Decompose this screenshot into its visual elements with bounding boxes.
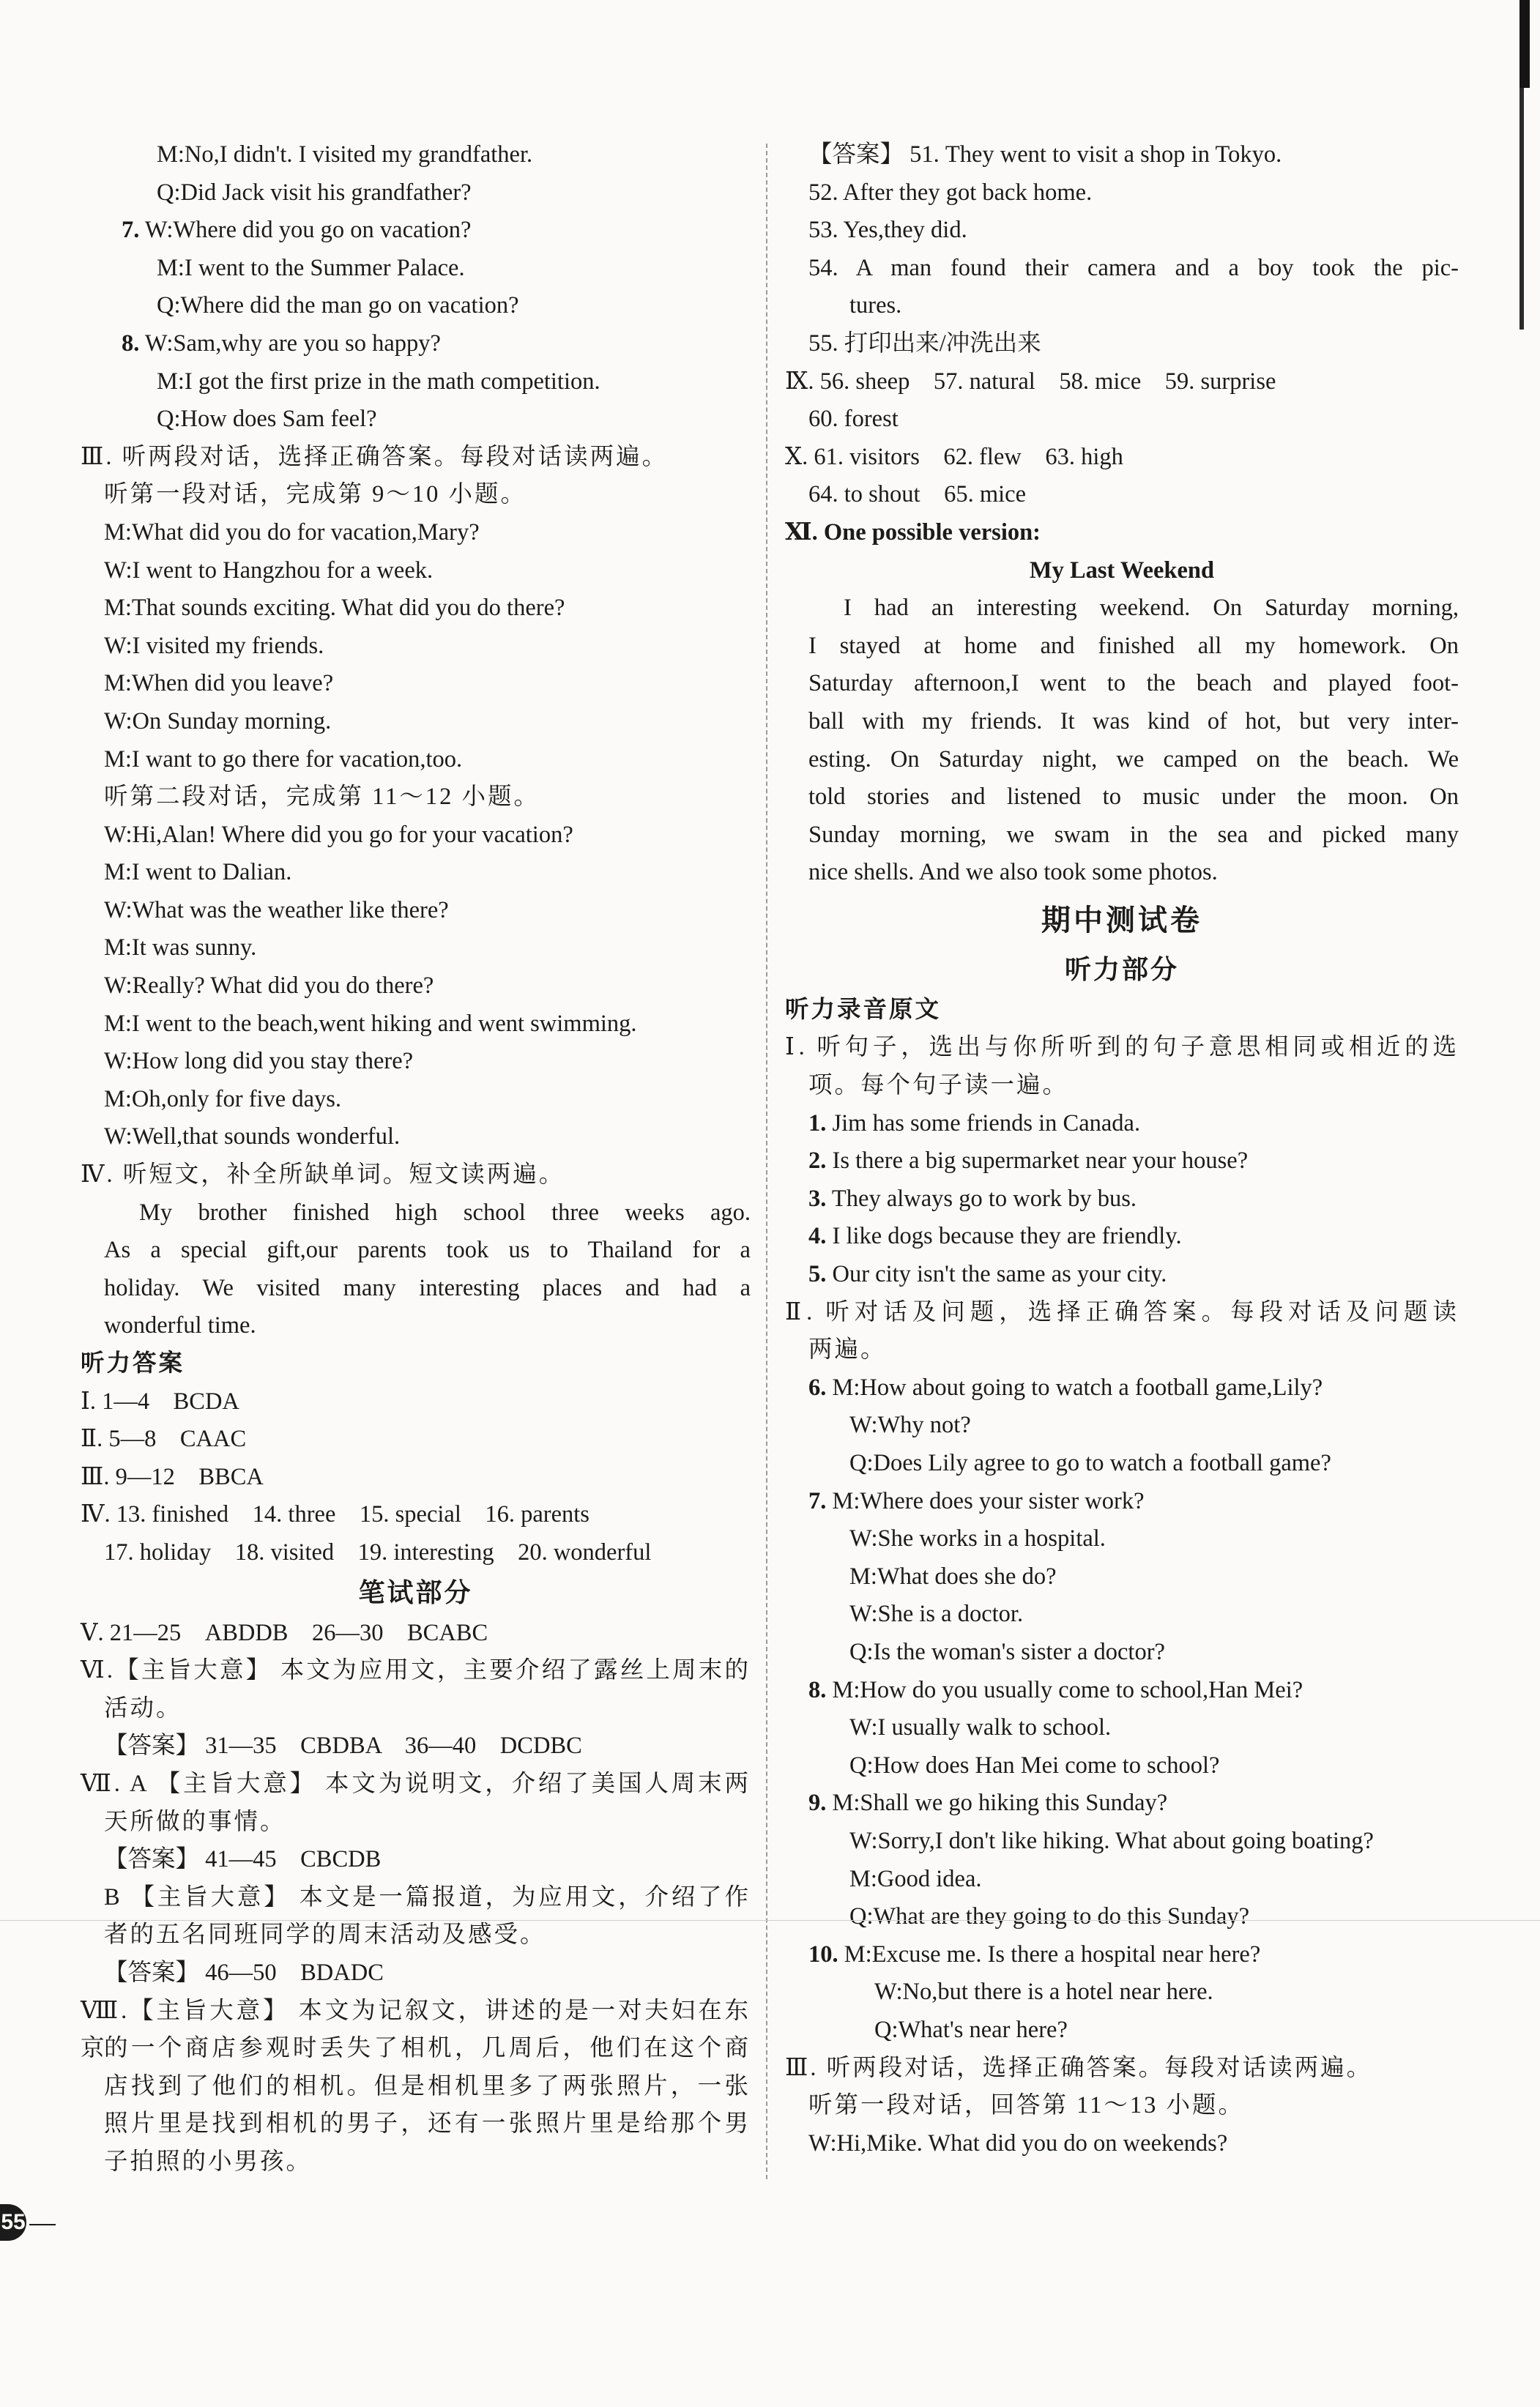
text-line: W:I went to Hangzhou for a week. (104, 557, 434, 584)
text-line: 54. A man found their camera and a boy took the pic- (808, 254, 1459, 281)
text-line: Ⅰ. 1—4 BCDA (81, 1388, 239, 1415)
text-line: 听第一段对话，完成第 9～10 小题。 (104, 481, 527, 508)
text-line: Ⅲ. 听两段对话，选择正确答案。每段对话读两遍。 (785, 2054, 1373, 2081)
text-line: Ⅸ. 56. sheep 57. natural 58. mice 59. surprise (785, 368, 1276, 395)
item-number: 10. (808, 1941, 838, 1968)
text-line (81, 212, 751, 250)
text-line: Q:Where did the man go on vacation? (157, 292, 519, 319)
text-line: 照片里是找到相机的男子，还有一张照片里是给那个男 (104, 2110, 751, 2138)
item-text: Jim has some friends in Canada. (826, 1109, 1141, 1136)
text-line (785, 1256, 1459, 1294)
text-line: W:On Sunday morning. (104, 707, 332, 734)
item-text: I like dogs because they are friendly. (826, 1223, 1182, 1250)
item-text: W:Sam,why are you so happy? (139, 330, 441, 357)
text-line: W:Well,that sounds wonderful. (104, 1123, 401, 1150)
text-line: M:I went to the beach,went hiking and went swimming. (104, 1010, 637, 1037)
text-line: W:Hi,Alan! Where did you go for your vacation? (104, 821, 573, 848)
text-line: M:I went to Dalian. (104, 859, 292, 886)
left-column (81, 136, 751, 2181)
text-line: 【答案】 41—45 CBCDB (104, 1846, 382, 1873)
text-line: W:Sorry,I don't like hiking. What about going boating? (849, 1827, 1374, 1854)
text-line: M:Oh,only for five days. (104, 1085, 342, 1112)
text-line: 听第一段对话，回答第 11～13 小题。 (808, 2092, 1245, 2119)
text-line: Ⅱ. 5—8 CAAC (81, 1426, 247, 1453)
item-number: 7. (122, 217, 140, 244)
text-line: 52. After they got back home. (808, 179, 1093, 206)
text-line (785, 1180, 1459, 1219)
text-line: esting. On Saturday night, we camped on the beach. We (808, 745, 1459, 773)
text-line: M:I got the first prize in the math competition. (157, 368, 600, 395)
text-line: Q:What are they going to do this Sunday? (849, 1903, 1250, 1930)
text-line: M:I went to the Summer Palace. (157, 254, 465, 281)
text-line: Q:What's near here? (874, 2016, 1068, 2043)
text-line: My brother finished high school three weeks ago. (139, 1199, 751, 1226)
text-line: 【答案】 31—35 CBDBA 36—40 DCDBC (104, 1733, 582, 1760)
page-number: 55 (0, 2204, 26, 2241)
text-line: Ⅵ.【主旨大意】 本文为应用文，主要介绍了露丝上周末的 (81, 1657, 751, 1684)
item-text: M:Shall we go hiking this Sunday? (826, 1790, 1168, 1817)
text-line: W:What was the weather like there? (104, 896, 449, 923)
text-line: M:What did you do for vacation,Mary? (104, 518, 480, 546)
scan-fold-line (0, 1920, 1540, 1921)
section-heading: 听力部分 (1064, 954, 1179, 985)
item-number: 8. (122, 330, 140, 357)
text-line (785, 1142, 1459, 1180)
text-line: Ⅲ. 9—12 BBCA (81, 1463, 264, 1490)
text-line: 活动。 (104, 1694, 182, 1722)
item-text: M:How about going to watch a football game,Lily? (826, 1374, 1323, 1401)
text-line: Ⅳ. 听短文，补全所缺单词。短文读两遍。 (81, 1161, 565, 1188)
text-line: As a special gift,our parents took us to Thailand for a (104, 1237, 751, 1264)
item-number: 9. (808, 1790, 827, 1817)
text-line: told stories and listened to music under the moon. On (808, 784, 1459, 811)
section-heading: 笔试部分 (358, 1577, 473, 1608)
text-line: 53. Yes,they did. (808, 217, 967, 244)
text-line: 55. 打印出来/冲洗出来 (808, 330, 1041, 357)
item-text: M:Excuse me. Is there a hospital near here? (838, 1941, 1261, 1968)
text-line: tures. (849, 292, 902, 319)
text-line: M:When did you leave? (104, 670, 334, 697)
text-line: Ⅷ.【主旨大意】 本文为记叙文，讲述的是一对夫妇在东京 (81, 1997, 751, 2062)
text-line: W:I visited my friends. (104, 632, 324, 659)
text-line: 者的五名同班同学的周末活动及感受。 (104, 1921, 546, 1949)
text-line: Q:Is the woman's sister a doctor? (849, 1638, 1165, 1665)
item-number: 3. (808, 1185, 827, 1212)
text-line (785, 1483, 1459, 1521)
text-line: W:How long did you stay there? (104, 1048, 414, 1075)
text-line (81, 325, 751, 363)
text-line: 子拍照的小男孩。 (104, 2148, 313, 2175)
text-line: 64. to shout 65. mice (808, 481, 1026, 508)
text-line: 听力答案 (81, 1350, 185, 1377)
text-line: Sunday morning, we swam in the sea and picked many (808, 821, 1459, 848)
text-line: holiday. We visited many interesting places and had a (104, 1274, 751, 1301)
text-line: M:I want to go there for vacation,too. (104, 745, 463, 773)
text-line: Ⅶ. A 【主旨大意】 本文为说明文，介绍了美国人周末两 (81, 1770, 751, 1797)
text-line (785, 1369, 1459, 1407)
text-line: Q:Did Jack visit his grandfather? (157, 179, 472, 206)
text-line: I stayed at home and finished all my homework. On (808, 632, 1459, 659)
text-line: Saturday afternoon,I went to the beach and played foot- (808, 670, 1459, 697)
text-line: M:That sounds exciting. What did you do there? (104, 595, 565, 622)
text-line: M:It was sunny. (104, 934, 257, 961)
text-line: W:She works in a hospital. (849, 1525, 1106, 1552)
right-column (785, 136, 1459, 2162)
text-line: 的一个商店参观时丢失了相机，几周后，他们在这个商 (104, 2035, 751, 2062)
text-line: M:What does she do? (849, 1563, 1057, 1590)
item-text: Our city isn't the same as your city. (826, 1261, 1167, 1288)
text-line: W:Really? What did you do there? (104, 972, 434, 1000)
text-line: Q:Does Lily agree to go to watch a football game? (849, 1450, 1331, 1476)
text-line (785, 1672, 1459, 1710)
item-number: 5. (808, 1261, 827, 1288)
text-line: 听第二段对话，完成第 11～12 小题。 (104, 784, 540, 811)
text-line: Ⅲ. 听两段对话，选择正确答案。每段对话读两遍。 (81, 443, 669, 470)
text-line: nice shells. And we also took some photos. (808, 859, 1218, 886)
page-number-rule (29, 2224, 56, 2225)
item-number: 2. (808, 1147, 827, 1175)
text-line (785, 1785, 1459, 1823)
section-heading: 期中测试卷 (1041, 903, 1202, 937)
item-number: 1. (808, 1109, 827, 1136)
item-number: 8. (808, 1676, 827, 1703)
text-line: 【答案】 46—50 BDADC (104, 1959, 384, 1986)
text-line: Ⅳ. 13. finished 14. three 15. special 16. parents (81, 1501, 589, 1528)
text-line (785, 1218, 1459, 1256)
text-line: B 【主旨大意】 本文是一篇报道，为应用文，介绍了作 (104, 1883, 751, 1911)
text-line: W:Hi,Mike. What did you do on weekends? (808, 2129, 1228, 2157)
column-divider (766, 144, 767, 2179)
text-line: My Last Weekend (1029, 557, 1215, 584)
text-line: Q:How does Sam feel? (157, 406, 377, 433)
text-line: 17. holiday 18. visited 19. interesting 20. wonderful (104, 1539, 652, 1566)
text-line: M:Good idea. (849, 1865, 982, 1892)
item-text: M:How do you usually come to school,Han Mei? (826, 1676, 1303, 1703)
text-line: 项。每个句子读一遍。 (808, 1072, 1069, 1099)
item-number: 4. (808, 1223, 827, 1250)
text-line: Ⅱ. 听对话及问题，选择正确答案。每段对话及问题读 (785, 1298, 1459, 1325)
text-line (785, 1105, 1459, 1143)
text-line: Ⅴ. 21—25 ABDDB 26—30 BCABC (81, 1619, 488, 1646)
item-number: 7. (808, 1487, 827, 1514)
text-line: 天所做的事情。 (104, 1808, 286, 1835)
text-line: W:She is a doctor. (849, 1601, 1024, 1628)
text-line: 听力录音原文 (785, 996, 942, 1023)
text-line: W:No,but there is a hotel near here. (874, 1979, 1213, 2006)
text-line: Ⅰ. 听句子，选出与你所听到的句子意思相同或相近的选 (785, 1034, 1459, 1061)
text-line: 【答案】 51. They went to visit a shop in Tokyo. (808, 141, 1282, 168)
text-line: W:I usually walk to school. (849, 1714, 1112, 1741)
item-text: They always go to work by bus. (826, 1185, 1137, 1212)
text-line: ball with my friends. It was kind of hot, but very inter- (808, 707, 1459, 734)
text-line: Q:How does Han Mei come to school? (849, 1752, 1220, 1779)
text-line: 60. forest (808, 406, 899, 433)
text-line: I had an interesting weekend. On Saturday morning, (844, 595, 1459, 622)
text-line: Ⅺ. One possible version: (785, 518, 1041, 546)
text-line: 店找到了他们的相机。但是相机里多了两张照片，一张 (104, 2072, 751, 2099)
page-edge-mark (1519, 88, 1524, 330)
page-edge-mark (1519, 0, 1530, 88)
text-line: 两遍。 (808, 1336, 887, 1364)
item-text: Is there a big supermarket near your house? (826, 1147, 1249, 1175)
text-line: W:Why not? (849, 1412, 971, 1439)
item-text: W:Where did you go on vacation? (139, 217, 472, 244)
text-line: wonderful time. (104, 1312, 256, 1339)
text-line (785, 1936, 1459, 1974)
item-text: M:Where does your sister work? (826, 1487, 1145, 1514)
text-line: Ⅹ. 61. visitors 62. flew 63. high (785, 443, 1123, 470)
item-number: 6. (808, 1374, 827, 1401)
text-line: M:No,I didn't. I visited my grandfather. (157, 141, 533, 168)
